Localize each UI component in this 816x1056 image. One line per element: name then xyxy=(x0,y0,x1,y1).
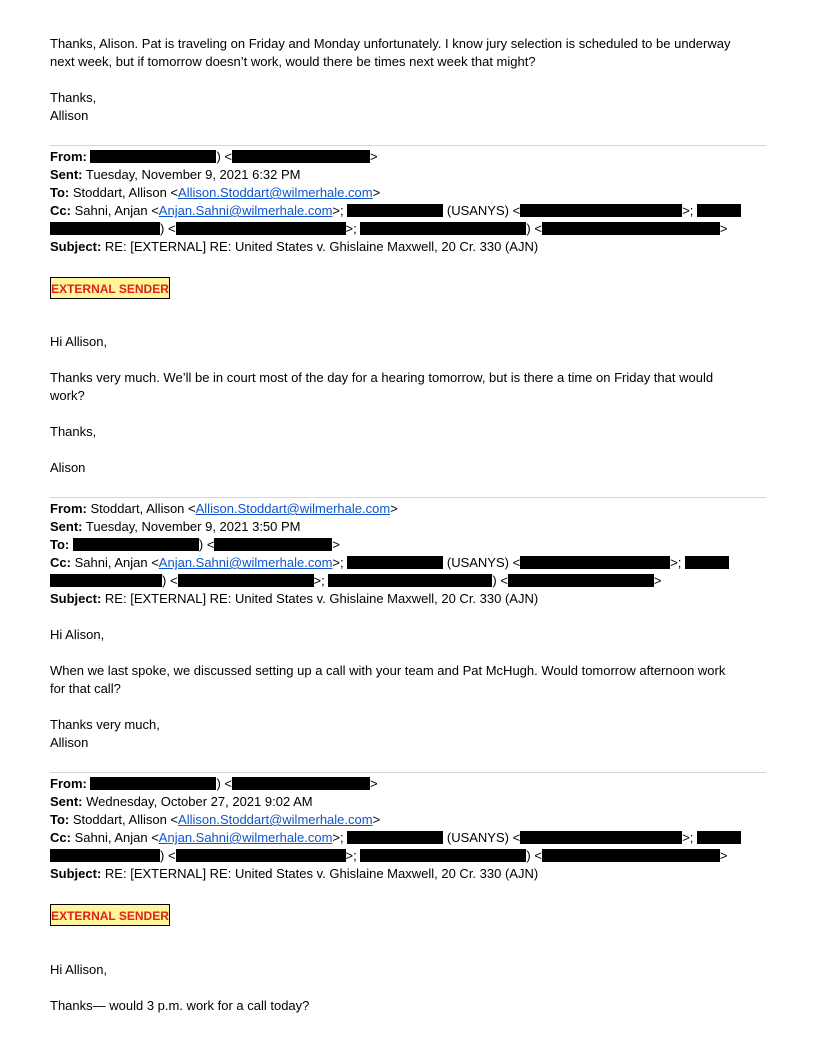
to-label: To: xyxy=(50,537,70,552)
email-link[interactable]: Allison.Stoddart@wilmerhale.com xyxy=(178,812,373,827)
org-label: (USANYS) < xyxy=(446,555,521,570)
signoff: Thanks, xyxy=(50,424,97,439)
sent-line xyxy=(50,166,301,184)
signoff: Thanks, xyxy=(50,90,97,105)
to-label: To: xyxy=(50,185,70,200)
email-link[interactable]: Allison.Stoddart@wilmerhale.com xyxy=(178,185,373,200)
external-sender-badge: EXTERNAL SENDER xyxy=(50,277,170,299)
to-label: To: xyxy=(50,812,70,827)
cc-line-continued: ) < >; ) < > xyxy=(50,847,728,865)
subject-line xyxy=(50,590,538,608)
signature: Alison xyxy=(50,460,86,475)
redaction-box xyxy=(542,849,720,862)
recipient-name: Stoddart, Allison < xyxy=(72,185,179,200)
redaction-box xyxy=(178,574,314,587)
redaction-box xyxy=(328,574,492,587)
redaction-box xyxy=(542,222,720,235)
redaction-box xyxy=(347,204,443,217)
recipient-name: Sahni, Anjan < xyxy=(74,203,159,218)
redaction-box xyxy=(697,204,741,217)
to-line: To: ) < > xyxy=(50,537,341,552)
from-line: From: ) < > xyxy=(50,149,378,164)
to-line: To: Stoddart, Allison <Allison.Stoddart@wilmerhale.com> xyxy=(50,185,381,200)
cc-label: Cc: xyxy=(50,203,71,218)
redaction-box xyxy=(520,556,670,569)
recipient-name: Stoddart, Allison < xyxy=(72,812,179,827)
body-text: Thanks, Alison. Pat is traveling on Friday and Monday unfortunately. I know jury selection is scheduled to be underway xyxy=(50,36,731,51)
cc-line: Cc: Sahni, Anjan <Anjan.Sahni@wilmerhale.com>; (USANYS) < >; xyxy=(50,829,741,847)
redaction-box xyxy=(697,831,741,844)
subject-text: RE: [EXTERNAL] RE: United States v. Ghislaine Maxwell, 20 Cr. 330 (AJN) xyxy=(104,239,539,254)
email-link[interactable]: Anjan.Sahni@wilmerhale.com xyxy=(158,555,333,570)
from-line: From: ) < > xyxy=(50,776,378,791)
greeting: Hi Alison, xyxy=(50,627,105,642)
to-line: To: Stoddart, Allison <Allison.Stoddart@wilmerhale.com> xyxy=(50,812,381,827)
subject-label: Subject: xyxy=(50,591,102,606)
sent-label: Sent: xyxy=(50,167,83,182)
body-text: Thanks very much. We’ll be in court most of the day for a hearing tomorrow, but is there a time on Friday that would xyxy=(50,370,714,385)
email-link[interactable]: Anjan.Sahni@wilmerhale.com xyxy=(158,203,333,218)
body-text: Thanks— would 3 p.m. work for a call today? xyxy=(50,998,310,1013)
redaction-box xyxy=(232,777,370,790)
redaction-box xyxy=(50,574,162,587)
sent-label: Sent: xyxy=(50,519,83,534)
cc-line: Cc: Sahni, Anjan <Anjan.Sahni@wilmerhale.com>; (USANYS) < >; xyxy=(50,202,741,220)
recipient-name: Sahni, Anjan < xyxy=(74,555,159,570)
external-sender-badge: EXTERNAL SENDER xyxy=(50,904,170,926)
body-text: work? xyxy=(50,388,85,403)
cc-label: Cc: xyxy=(50,830,71,845)
sender-name: Stoddart, Allison < xyxy=(90,501,196,516)
redaction-box xyxy=(685,556,729,569)
sent-date: Tuesday, November 9, 2021 3:50 PM xyxy=(85,519,301,534)
redaction-box xyxy=(50,849,160,862)
redaction-box xyxy=(520,204,682,217)
org-label: (USANYS) < xyxy=(446,830,521,845)
from-label: From: xyxy=(50,149,87,164)
sent-date: Wednesday, October 27, 2021 9:02 AM xyxy=(86,794,313,809)
subject-label: Subject: xyxy=(50,866,102,881)
signature: Allison xyxy=(50,735,89,750)
separator xyxy=(50,772,766,773)
from-line: From: Stoddart, Allison <Allison.Stoddart@wilmerhale.com> xyxy=(50,501,398,516)
subject-label: Subject: xyxy=(50,239,102,254)
redaction-box xyxy=(360,849,526,862)
subject-text: RE: [EXTERNAL] RE: United States v. Ghislaine Maxwell, 20 Cr. 330 (AJN) xyxy=(104,591,539,606)
redaction-box xyxy=(176,849,346,862)
sent-label: Sent: xyxy=(50,794,83,809)
cc-line-continued: ) < >; ) < > xyxy=(50,220,728,238)
body-text: next week, but if tomorrow doesn’t work, would there be times next week that might? xyxy=(50,54,536,69)
from-label: From: xyxy=(50,501,87,516)
redaction-box xyxy=(214,538,332,551)
redaction-box xyxy=(360,222,526,235)
cc-label: Cc: xyxy=(50,555,71,570)
redaction-box xyxy=(508,574,654,587)
recipient-name: Sahni, Anjan < xyxy=(74,830,159,845)
redaction-box xyxy=(90,777,216,790)
org-label: (USANYS) < xyxy=(446,203,521,218)
subject-text: RE: [EXTERNAL] RE: United States v. Ghislaine Maxwell, 20 Cr. 330 (AJN) xyxy=(104,866,539,881)
greeting: Hi Allison, xyxy=(50,962,108,977)
separator xyxy=(50,145,766,146)
subject-line xyxy=(50,238,538,256)
redaction-box xyxy=(347,831,443,844)
greeting: Hi Allison, xyxy=(50,334,108,349)
email-link[interactable]: Allison.Stoddart@wilmerhale.com xyxy=(195,501,391,516)
redaction-box xyxy=(50,222,160,235)
sent-date: Tuesday, November 9, 2021 6:32 PM xyxy=(85,167,301,182)
signoff: Thanks very much, xyxy=(50,717,160,732)
redaction-box xyxy=(90,150,216,163)
separator xyxy=(50,497,766,498)
from-label: From: xyxy=(50,776,87,791)
cc-line: Cc: Sahni, Anjan <Anjan.Sahni@wilmerhale.com>; (USANYS) < >; xyxy=(50,554,729,572)
signature: Allison xyxy=(50,108,89,123)
cc-line-continued: ) < >; ) < > xyxy=(50,572,662,590)
email-link[interactable]: Anjan.Sahni@wilmerhale.com xyxy=(158,830,333,845)
redaction-box xyxy=(347,556,443,569)
redaction-box xyxy=(520,831,682,844)
redaction-box xyxy=(73,538,199,551)
redaction-box xyxy=(232,150,370,163)
sent-line xyxy=(50,518,301,536)
sent-line xyxy=(50,793,313,811)
redaction-box xyxy=(176,222,346,235)
body-text: When we last spoke, we discussed setting up a call with your team and Pat McHugh. Would tomorrow afternoon work xyxy=(50,663,726,678)
body-text: for that call? xyxy=(50,681,121,696)
subject-line xyxy=(50,865,538,883)
